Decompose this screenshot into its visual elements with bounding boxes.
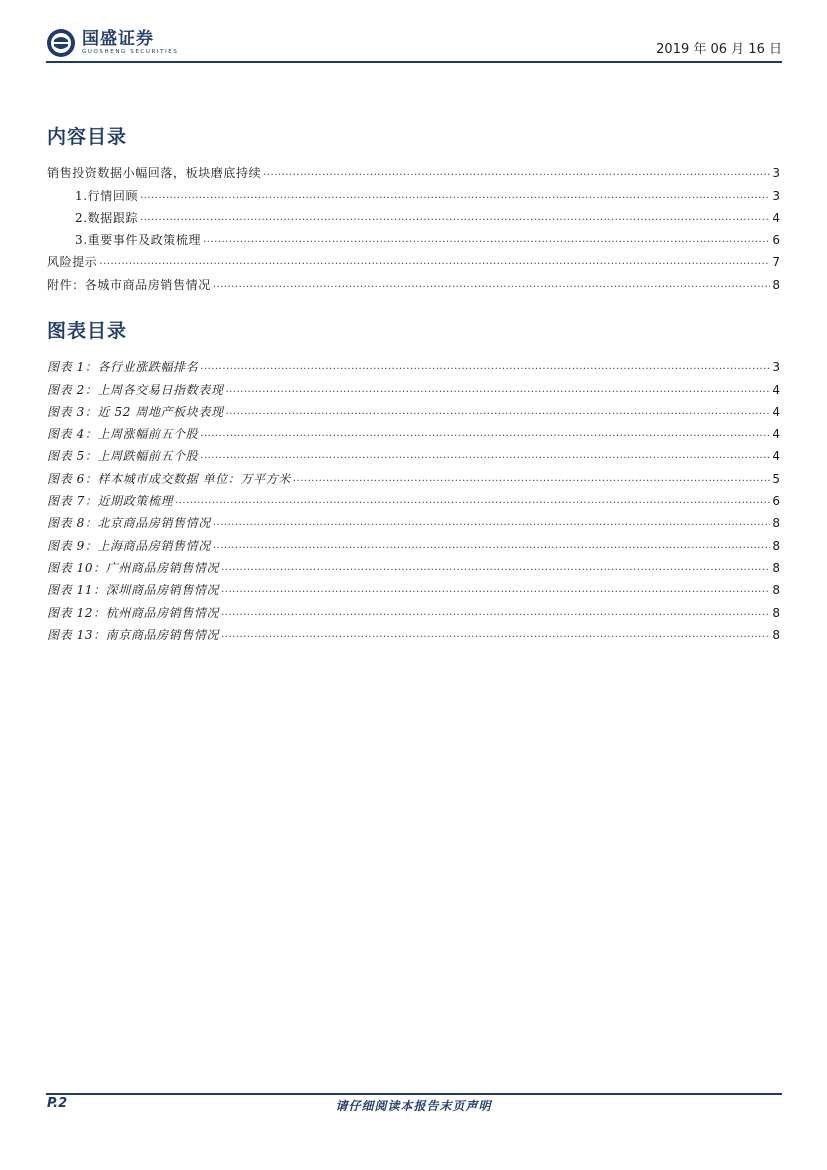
figure-entry[interactable] <box>47 530 780 552</box>
logo-name-cn: 国盛证券 <box>82 29 154 49</box>
entry-label: 图表 2：上周各交易日指数表现 <box>47 382 224 397</box>
entry-page-number: 4 <box>772 210 780 225</box>
entry-page-number: 8 <box>772 538 780 553</box>
page-header <box>46 24 782 62</box>
entry-page-number: 6 <box>772 494 780 509</box>
entry-label: 2.数据跟踪 <box>75 210 139 225</box>
entry-page-number: 5 <box>772 471 780 486</box>
entry-page-number: 3 <box>772 188 780 203</box>
dot-leader <box>293 472 770 486</box>
figure-entry[interactable] <box>47 419 780 441</box>
dot-leader <box>213 539 771 553</box>
dot-leader <box>203 233 770 247</box>
entry-label: 图表 9：上海商品房销售情况 <box>47 538 211 553</box>
entry-page-number: 4 <box>772 427 780 442</box>
header-divider <box>46 61 782 63</box>
entry-label: 风险提示 <box>47 255 98 270</box>
entry-label: 图表 3：近 52 周地产板块表现 <box>47 404 224 419</box>
entry-label: 图表 10：广州商品房销售情况 <box>47 560 220 575</box>
dot-leader <box>226 405 771 419</box>
figure-entry[interactable] <box>47 463 780 485</box>
company-logo-icon <box>46 28 76 58</box>
toc-entry[interactable] <box>47 269 780 291</box>
dot-leader <box>221 606 770 620</box>
dot-leader <box>175 494 770 508</box>
entry-page-number: 4 <box>772 382 780 397</box>
figure-entry[interactable] <box>47 575 780 597</box>
entry-label: 图表 11：深圳商品房销售情况 <box>47 583 220 598</box>
entry-page-number: 8 <box>772 560 780 575</box>
entry-page-number: 4 <box>772 404 780 419</box>
entry-label: 图表 6：样本城市成交数据 单位：万平方米 <box>47 471 291 486</box>
figures-title: 图表目录 <box>47 320 128 342</box>
disclaimer-note: 请仔细阅读本报告末页声明 <box>335 1099 492 1113</box>
dot-leader <box>225 383 770 397</box>
entry-label: 附件：各城市商品房销售情况 <box>47 277 211 292</box>
contents-title: 内容目录 <box>47 126 128 148</box>
entry-label: 1.行情回顾 <box>75 188 139 203</box>
figure-entry[interactable] <box>47 620 780 642</box>
entry-page-number: 3 <box>772 360 780 375</box>
page-number: P.2 <box>47 1096 68 1111</box>
dot-leader <box>263 166 770 180</box>
contents-list <box>47 158 780 292</box>
toc-entry[interactable] <box>47 158 780 180</box>
dot-leader <box>213 516 771 530</box>
dot-leader <box>221 583 770 597</box>
figure-entry[interactable] <box>47 441 780 463</box>
entry-page-number: 6 <box>772 233 780 248</box>
figure-entry[interactable] <box>47 553 780 575</box>
figure-entry[interactable] <box>47 508 780 530</box>
dot-leader <box>200 360 770 374</box>
dot-leader <box>213 278 771 292</box>
entry-label: 销售投资数据小幅回落，板块磨底持续 <box>47 166 262 181</box>
dot-leader <box>221 561 770 575</box>
entry-label: 图表 8：北京商品房销售情况 <box>47 516 211 531</box>
logo-name-en: GUOSHENG SECURITIES <box>82 49 179 55</box>
entry-page-number: 7 <box>772 255 780 270</box>
entry-page-number: 4 <box>772 449 780 464</box>
dot-leader <box>99 255 770 269</box>
entry-page-number: 8 <box>772 516 780 531</box>
figure-entry[interactable] <box>47 597 780 619</box>
toc-entry[interactable] <box>47 203 780 225</box>
dot-leader <box>200 449 770 463</box>
entry-page-number: 8 <box>772 605 780 620</box>
report-date: 2019 年 06 月 16 日 <box>656 42 782 57</box>
figure-entry[interactable] <box>47 352 780 374</box>
toc-entry[interactable] <box>47 180 780 202</box>
entry-label: 3.重要事件及政策梳理 <box>75 233 202 248</box>
footer-divider <box>46 1093 782 1095</box>
entry-label: 图表 4：上周涨幅前五个股 <box>47 427 199 442</box>
toc-entry[interactable] <box>47 247 780 269</box>
toc-entry[interactable] <box>47 225 780 247</box>
entry-label: 图表 5：上周跌幅前五个股 <box>47 449 199 464</box>
dot-leader <box>140 189 770 203</box>
dot-leader <box>140 211 770 225</box>
dot-leader <box>200 427 770 441</box>
company-logo <box>46 26 178 60</box>
figures-list <box>47 352 780 642</box>
entry-label: 图表 7：近期政策梳理 <box>47 494 174 509</box>
figure-entry[interactable] <box>47 374 780 396</box>
dot-leader <box>221 628 770 642</box>
entry-page-number: 8 <box>772 583 780 598</box>
figure-entry[interactable] <box>47 397 780 419</box>
figure-entry[interactable] <box>47 486 780 508</box>
entry-label: 图表 1：各行业涨跌幅排名 <box>47 360 199 375</box>
entry-label: 图表 12：杭州商品房销售情况 <box>47 605 220 620</box>
entry-label: 图表 13：南京商品房销售情况 <box>47 627 220 642</box>
entry-page-number: 3 <box>772 166 780 181</box>
entry-page-number: 8 <box>772 627 780 642</box>
entry-page-number: 8 <box>772 277 780 292</box>
